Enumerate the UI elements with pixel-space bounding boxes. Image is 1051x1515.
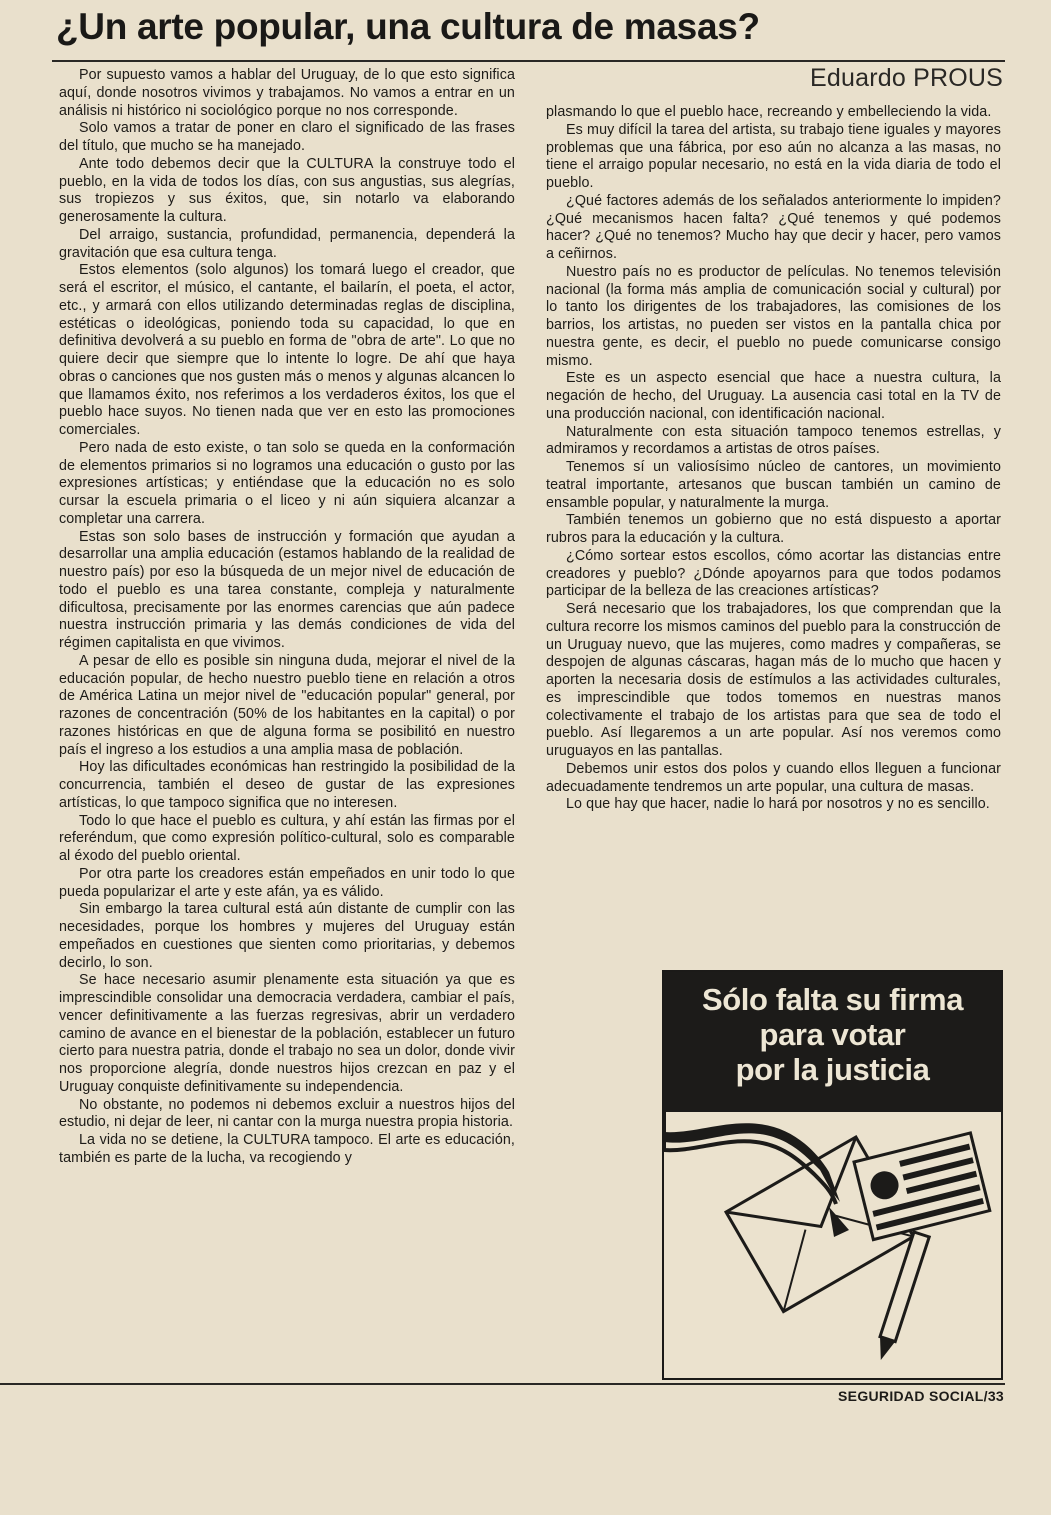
paragraph: Ante todo debemos decir que la CULTURA la construye todo el pueblo, en la vida de todos los días, con sus angustias, sus alegrías, sus tropiezos y sus éxitos, que, sin notarlo va elaborando generosamente la cultura. [59, 155, 515, 225]
paragraph: Es muy difícil la tarea del artista, su trabajo tiene iguales y mayores problemas que una fábrica, por eso aún no alcanza a las masas, no tiene el arraigo popular necesario, no está en la vida diaria de todo el pueblo. [546, 121, 1001, 191]
paragraph: Todo lo que hace el pueblo es cultura, y ahí están las firmas por el referéndum, que como expresión político-cultural, solo es comparable al éxodo del pueblo oriental. [59, 812, 515, 864]
paragraph: Hoy las dificultades económicas han restringido la posibilidad de la concurrencia, también el deseo de gustar de las expresiones artísticas, lo que tampoco significa que no interesen. [59, 759, 515, 811]
paragraph: Por supuesto vamos a hablar del Uruguay, de lo que esto significa aquí, donde nosotros vivimos y trabajamos. No vamos a entrar en un análisis ni histórico ni sociológico porque no nos corresponde. [59, 67, 515, 119]
paragraph: Del arraigo, sustancia, profundidad, permanencia, dependerá la gravitación que esa cultura tenga. [59, 226, 515, 261]
paragraph: También tenemos un gobierno que no está dispuesto a aportar rubros para la educación y la cultura. [546, 512, 1001, 546]
paragraph: Naturalmente con esta situación tampoco tenemos estrellas, y admiramos y recordamos a artistas de otros países. [546, 423, 1001, 458]
paragraph: A pesar de ello es posible sin ninguna duda, mejorar el nivel de la educación popular, de hecho nuestro pueblo tiene en relación a otros de América Latina un mejor nivel de "educación popular" general, por razones de concentración (50% de los habitantes en la capital) o por razones históricas en que de alguna forma se posibilitó en nuestro país el ingreso a los estudios a una amplia masa de población. [59, 652, 515, 758]
paragraph: ¿Cómo sortear estos escollos, cómo acortar las distancias entre creadores y pueblo? ¿Dónde apoyarnos para que todos podamos participar de la belleza de las creaciones artísticas? [546, 547, 1001, 600]
paragraph: Solo vamos a tratar de poner en claro el significado de las frases del título, que mucho se ha manejado. [59, 120, 515, 154]
ad-headline-line: Sólo falta su firma [701, 982, 964, 1017]
referendum-advertisement [662, 970, 1003, 1380]
left-column [59, 67, 515, 1168]
paragraph: No obstante, no podemos ni debemos excluir a nuestros hijos del estudio, ni dejar de leer, ni cantar con la murga nuestra propia historia. [59, 1096, 515, 1131]
paragraph: plasmando lo que el pueblo hace, recreando y embelleciendo la vida. [546, 104, 992, 120]
paragraph: Se hace necesario asumir plenamente esta situación ya que es imprescindible consolidar una democracia verdadera, cambiar el país, vencer definitivamente a las fuerzas regresivas, abrir un verdadero camino de avance en el bienestar de la población, establecer un futuro cierto para nuestra patria, donde el trabajo no sea un dolor, donde vivir nos proporcione alegría, donde nuestros hijos crezcan en paz y el Uruguay conquiste definitivamente su independencia. [59, 972, 515, 1095]
paragraph: Nuestro país no es productor de películas. No tenemos televisión nacional (la forma más amplia de comunicación social y cultural) por lo tanto los dirigentes de los trabajadores, las comisiones de los barrios, los artistas, no pueden ser vistos en la pantalla chica por nuestra gente, es decir, el pueblo no puede comunicarse consigo mismo. [546, 263, 1001, 369]
paragraph: Estos elementos (solo algunos) los tomará luego el creador, que será el escritor, el músico, el cantante, el bailarín, el poeta, el actor, etc., y armará con ellos utilizando determinadas reglas de disciplina, estéticas o ideológicas, poniendo toda su capacidad, lo que en definitiva devolverá a su pueblo en forma de "obra de arte". Lo que no quiere decir que siempre que lo intente lo logre. De ahí que haya obras o canciones que nos gusten más o menos y algunas alcancen lo que llamamos éxito, nos referimos a los verdaderos éxitos, los que el pueblo hace suyos. No tienen nada que ver en esto las promociones comerciales. [59, 262, 515, 438]
paragraph: Tenemos sí un valiosísimo núcleo de cantores, un movimiento teatral importante, artesanos que buscan también un camino de ensamble popular, y naturalmente la murga. [546, 459, 1001, 511]
paragraph: Por otra parte los creadores están empeñados en unir todo lo que pueda popularizar el arte y este afán, ya es válido. [59, 865, 515, 900]
ad-headline-line: para votar [759, 1017, 906, 1052]
title-rule [52, 60, 1005, 62]
article-title: ¿Un arte popular, una cultura de masas? [56, 6, 760, 47]
paragraph: ¿Qué factores además de los señalados anteriormente lo impiden? ¿Qué mecanismos hacen falta? ¿Qué tenemos y qué podemos hacer? ¿Qué no tenemos? Mucho hay que decir y hacer, pero vamos a ceñirnos. [546, 192, 1001, 262]
paragraph: Lo que hay que hacer, nadie lo hará por nosotros y no es sencillo. [566, 796, 990, 813]
paragraph: Este es un aspecto esencial que hace a nuestra cultura, la negación de hecho, del Uruguay. La ausencia casi total en la TV de una producción nacional, con identificación nacional. [546, 370, 1001, 422]
paragraph: Estas son solo bases de instrucción y formación que ayudan a desarrollar una amplia educación (estamos hablando de la realidad de nuestro país) por eso la búsqueda de un mejor nivel de educación de todo el pueblo es una tarea constante, compleja y naturalmente dificultosa, precisamente por las enormes carencias que aún padece nuestra instrucción primaria y las demás condiciones de vida del régimen capitalista en que vivimos. [59, 528, 515, 651]
paragraph: Sin embargo la tarea cultural está aún distante de cumplir con las necesidades, porque los hombres y mujeres del Uruguay están empeñados en cuestiones que sienten como prioritarias, y debemos decirlo, lo son. [59, 901, 515, 971]
article-author: Eduardo PROUS [810, 64, 1003, 92]
paragraph: Será necesario que los trabajadores, los que comprendan que la cultura recorre los mismos caminos del pueblo para la construcción de un Uruguay nuevo, que las mujeres, como madres y compañeras, se despojen de algunas cáscaras, hagan más de lo mucho que hacen y aporten la necesaria dosis de estímulos a las actividades culturales, es imprescindible que todos tomemos en nuestras manos colectivamente el trabajo de los artistas para que sea de todo el pueblo. Así llegaremos a un arte popular. Así nos veremos como uruguayos en las pantallas. [546, 601, 1001, 759]
paragraph: La vida no se detiene, la CULTURA tampoco. El arte es educación, también es parte de la lucha, va recogiendo y [59, 1132, 515, 1166]
paragraph: Pero nada de esto existe, o tan solo se queda en la conformación de elementos primarios si no logramos una educación o gusto por las expresiones artísticas; y entiéndase que la educación no es solo cursar la escuela primaria o el liceo y ni aún siquiera alcanzar a completar una carrera. [59, 439, 515, 527]
footer-rule [0, 1383, 1005, 1385]
paragraph: Debemos unir estos dos polos y cuando ellos lleguen a funcionar adecuadamente tendremos un arte popular, una cultura de masas. [546, 760, 1001, 795]
ad-headline [664, 972, 1001, 1112]
ad-headline-line: por la justicia [735, 1052, 930, 1087]
right-column [546, 104, 1001, 814]
envelope-ballot-with-uruguay-flag-and-pen-icon [664, 1112, 1001, 1378]
page-footer: SEGURIDAD SOCIAL/33 [838, 1388, 1004, 1404]
